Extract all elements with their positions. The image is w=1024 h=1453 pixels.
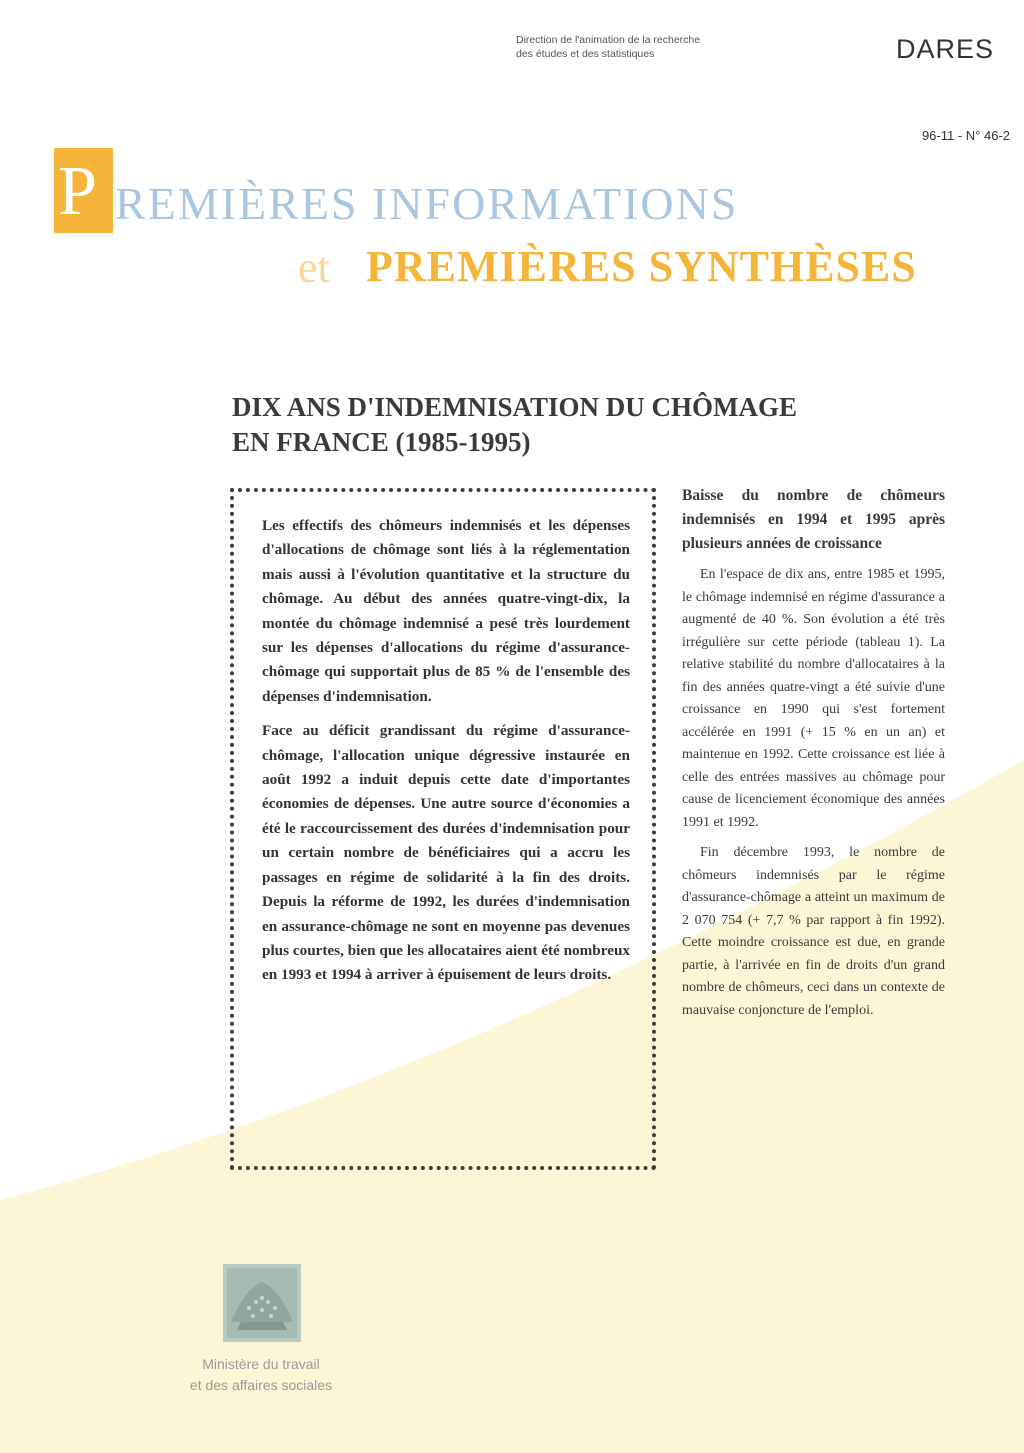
directorate-line: Direction de l'animation de la recherche [516,34,701,46]
masthead-line-1: REMIÈRES INFORMATIONS [115,178,739,229]
sidebar-column [682,484,945,1030]
sidebar-paragraph: En l'espace de dix ans, entre 1985 et 1995, le chômage indemnisé en régime d'assurance a augmenté de 40 %. Son évolution a été très irrégulière sur cette période (tableau 1). La relative stabilité du nombre d'allocataires à la fin des années quatre-vingt a été suivie d'une croissance en 1990 qui s'est fortement accélérée en 1991 (+ 15 % en un an) et maintenue en 1992. Cette croissance est liée à celle des entrées massives au chômage pour cause de licenciement économique des années 1991 et 1992. [682,567,945,830]
ministry-name [160,1354,362,1396]
ministry-emblem-icon [223,1264,301,1342]
masthead-initial: P [58,153,97,230]
directorate-line: des études et des statistiques [516,48,655,60]
article-title-line: DIX ANS D'INDEMNISATION DU CHÔMAGE [232,392,798,422]
abstract-paragraph: Les effectifs des chômeurs indemnisés et les dépenses d'allocations de chômage sont liés à la réglementation mais aussi à l'évolution quantitative et la structure du chômage. Au début des années quatre-vingt-dix, la montée du chômage indemnisé a pesé très lourdement sur les dépenses d'allocations du régime d'assurance-chômage qui supportait plus de 85 % de l'ensemble des dépenses d'indemnisation. [262,517,630,705]
directorate-name [516,33,776,61]
sidebar-paragraph: Fin décembre 1993, le nombre de chômeurs indemnisés par le régime d'assurance-chômage a atteint un maximum de 2 070 754 (+ 7,7 % par rapport à fin 1992). Cette moindre croissance est due, en grande partie, à l'arrivée en fin de droits d'un grand nombre de chômeurs, ceci dans un contexte de mauvaise conjoncture de l'emploi. [682,845,945,1018]
masthead-connector: et [298,243,330,292]
sidebar-heading: Baisse du nombre de chômeurs indemnisés en 1994 et 1995 après plusieurs années de croissance [682,487,945,552]
article-title-line: EN FRANCE (1985-1995) [232,427,531,457]
article-title [232,390,952,460]
ministry-line: Ministère du travail [202,1356,320,1372]
ministry-line: et des affaires sociales [189,1377,333,1393]
dares-logo: DARES [896,34,995,64]
abstract [262,514,630,998]
abstract-paragraph: Face au déficit grandissant du régime d'assurance-chômage, l'allocation unique dégressive instaurée en août 1992 a induit depuis cette date d'importantes économies de dépenses. Une autre source d'économies a été le raccourcissement des durées d'indemnisation pour un certain nombre de bénéficiaires qui a accru les passages en régime de solidarité à la fin des droits. Depuis la réforme de 1992, les durées d'indemnisation en assurance-chômage ne sont en moyenne pas devenues plus courtes, bien que les allocataires aient été nombreux en 1993 et 1994 à arriver à épuisement de leurs droits. [262,722,630,984]
issue-number: 96-11 - N° 46-2 [921,128,1010,143]
masthead-line-2: PREMIÈRES SYNTHÈSES [366,242,917,291]
